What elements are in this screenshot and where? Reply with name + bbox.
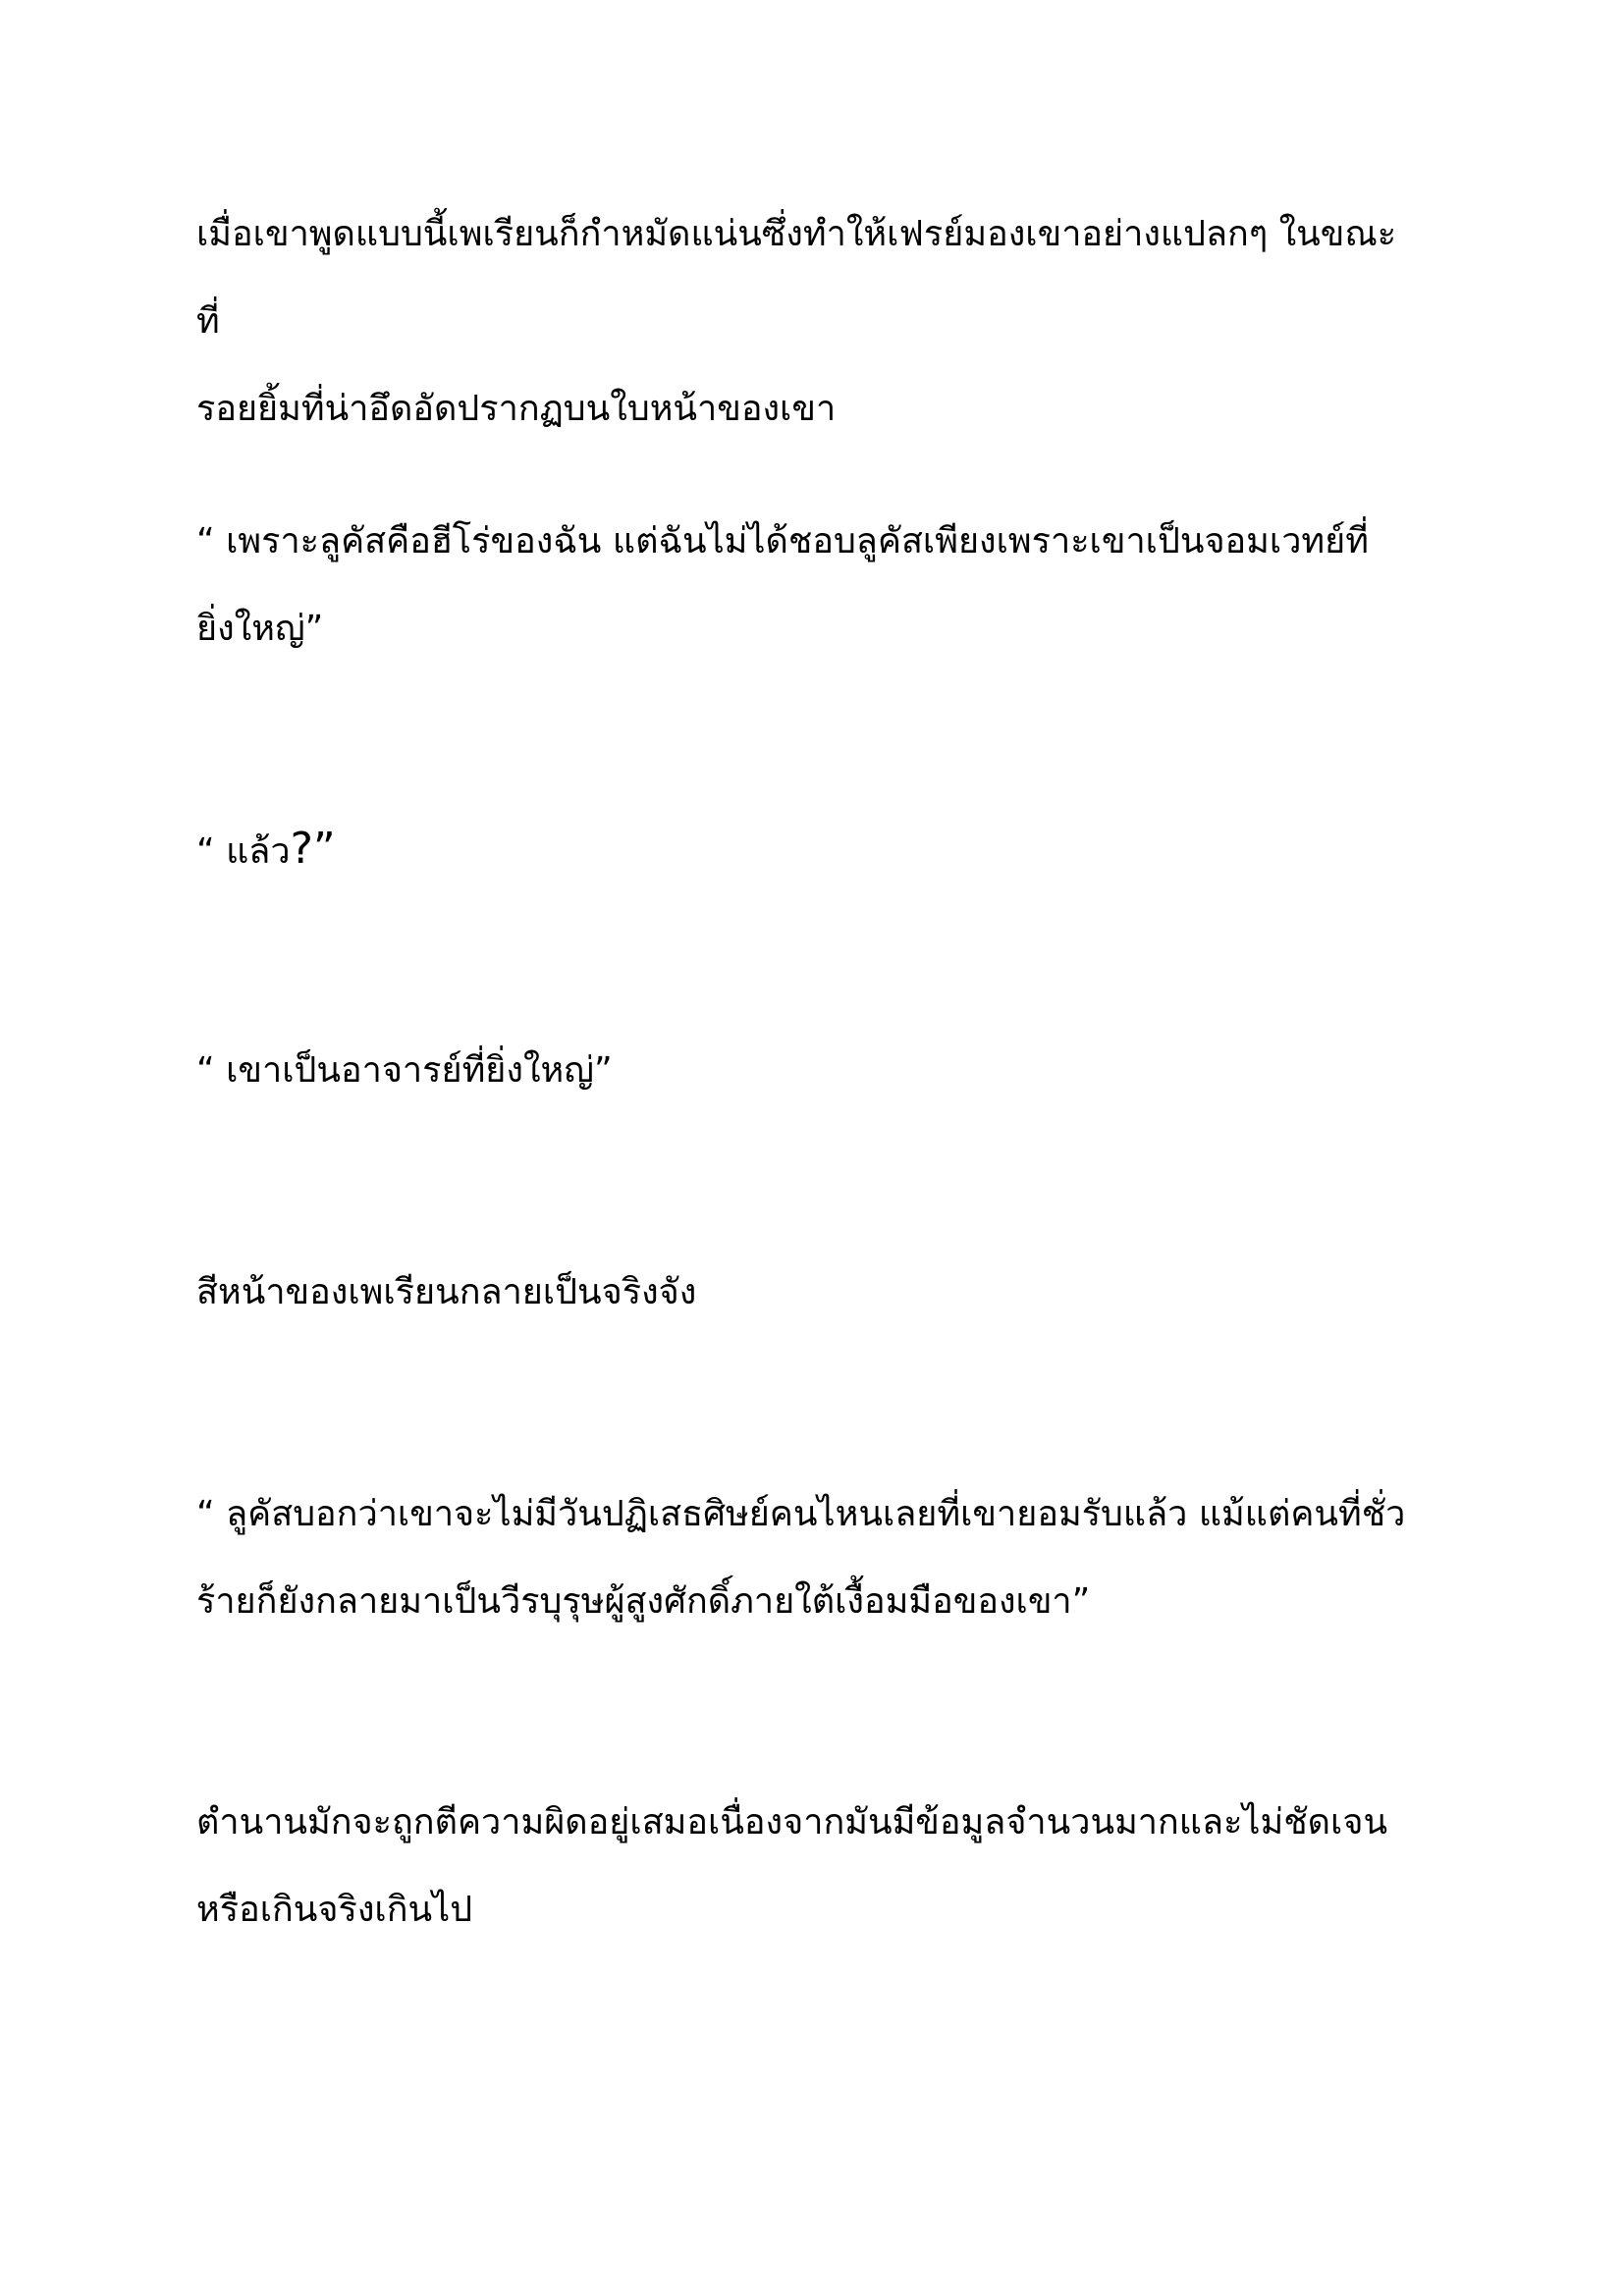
paragraph-7-line-1: ตำนานมักจะถูกตีความผิดอยู่เสมอเนื่องจากมันมีข้อมูลจำนวนมากและไม่ชัดเจน <box>196 1802 1388 1842</box>
paragraph-5 <box>196 1249 1414 1336</box>
paragraph-6-line-2: ร้ายก็ยังกลายมาเป็นวีรบุรุษผู้สูงศักดิ์ภายใต้เงื้อมมือของเขา” <box>196 1581 1091 1622</box>
paragraph-7 <box>196 1779 1414 1953</box>
paragraph-4 <box>196 1027 1414 1114</box>
paragraph-2-line-1: “ เพราะลูคัสคือฮีโร่ของฉัน แต่ฉันไม่ได้ชอบลูคัสเพียงเพราะเขาเป็นจอมเวทย์ที่ <box>196 521 1369 561</box>
paragraph-5-line-1: สีหน้าของเพเรียนกลายเป็นจริงจัง <box>196 1272 697 1312</box>
paragraph-7-line-2: หรือเกินจริงเกินไป <box>196 1890 473 1930</box>
paragraph-3-question-mark: ?” <box>290 824 336 874</box>
paragraph-1-line-2: รอยยิ้มที่น่าอึดอัดปรากฏบนใบหน้าของเขา <box>196 389 837 429</box>
paragraph-3-line-1: “ แล้ว <box>196 831 291 872</box>
paragraph-2 <box>196 498 1414 672</box>
paragraph-4-line-1: “ เขาเป็นอาจารย์ที่ยิ่งใหญ่” <box>196 1050 613 1091</box>
paragraph-1 <box>196 190 1414 453</box>
paragraph-2-line-2: ยิ่งใหญ่” <box>196 609 324 649</box>
paragraph-1-line-1: เมื่อเขาพูดแบบนี้เพเรียนก็กำหมัดแน่นซึ่งทำให้เฟรย์มองเขาอย่างแปลกๆ ในขณะที่ <box>196 214 1397 342</box>
paragraph-3 <box>196 805 1414 895</box>
paragraph-6-line-1: “ ลูคัสบอกว่าเขาจะไม่มีวันปฏิเสธศิษย์คนไหนเลยที่เขายอมรับแล้ว แม้แต่คนที่ชั่ว <box>196 1494 1406 1534</box>
paragraph-6 <box>196 1470 1414 1645</box>
